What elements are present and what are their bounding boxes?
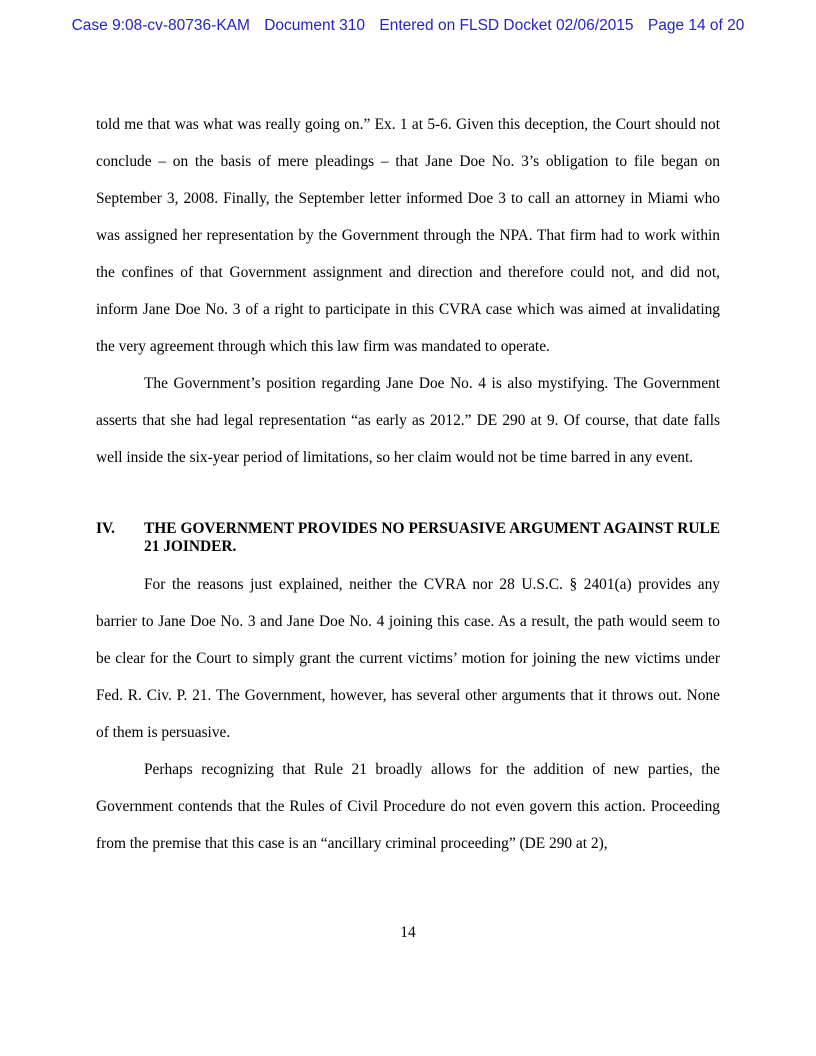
body-text-bottom [96,566,720,862]
header-case-number: Case 9:08-cv-80736-KAM [71,17,250,34]
section-title: THE GOVERNMENT PROVIDES NO PERSUASIVE ARGUMENT AGAINST RULE 21 JOINDER. [144,520,720,555]
page-number: 14 [400,924,416,941]
section-heading [96,520,720,556]
header-page-count: Page 14 of 20 [647,17,745,34]
body-text-top [96,106,720,476]
docket-header [0,17,816,35]
paragraph: For the reasons just explained, neither the CVRA nor 28 U.S.C. § 2401(a) provides any barrier to Jane Doe No. 3 and Jane Doe No. 4 joining this case. As a result, the path would seem to be clear for the Court to simply grant the current victims’ motion for joining the new victims under Fed. R. Civ. P. 21. The Government, however, has several other arguments that it throws out. None of them is persuasive. [96,576,720,741]
paragraph: told me that was what was really going on.” Ex. 1 at 5-6. Given this deception, the Court should not conclude – on the basis of mere pleadings – that Jane Doe No. 3’s obligation to file began on September 3, 2008. Finally, the September letter informed Doe 3 to call an attorney in Miami who was assigned her representation by the Government through the NPA. That firm had to work within the confines of that Government assignment and direction and therefore could not, and did not, inform Jane Doe No. 3 of a right to participate in this CVRA case which was aimed at invalidating the very agreement through which this law firm was mandated to operate. [96,116,720,355]
section-number: IV. [96,520,115,537]
paragraph: Perhaps recognizing that Rule 21 broadly allows for the addition of new parties, the Government contends that the Rules of Civil Procedure do not even govern this action. Proceeding from the premise that this case is an “ancillary criminal proceeding” (DE 290 at 2), [96,761,720,852]
header-document-number: Document 310 [264,17,366,34]
header-entered-date: Entered on FLSD Docket 02/06/2015 [379,17,634,34]
paragraph: The Government’s position regarding Jane Doe No. 4 is also mystifying. The Government asserts that she had legal representation “as early as 2012.” DE 290 at 9. Of course, that date falls well inside the six-year period of limitations, so her claim would not be time barred in any event. [96,375,720,466]
